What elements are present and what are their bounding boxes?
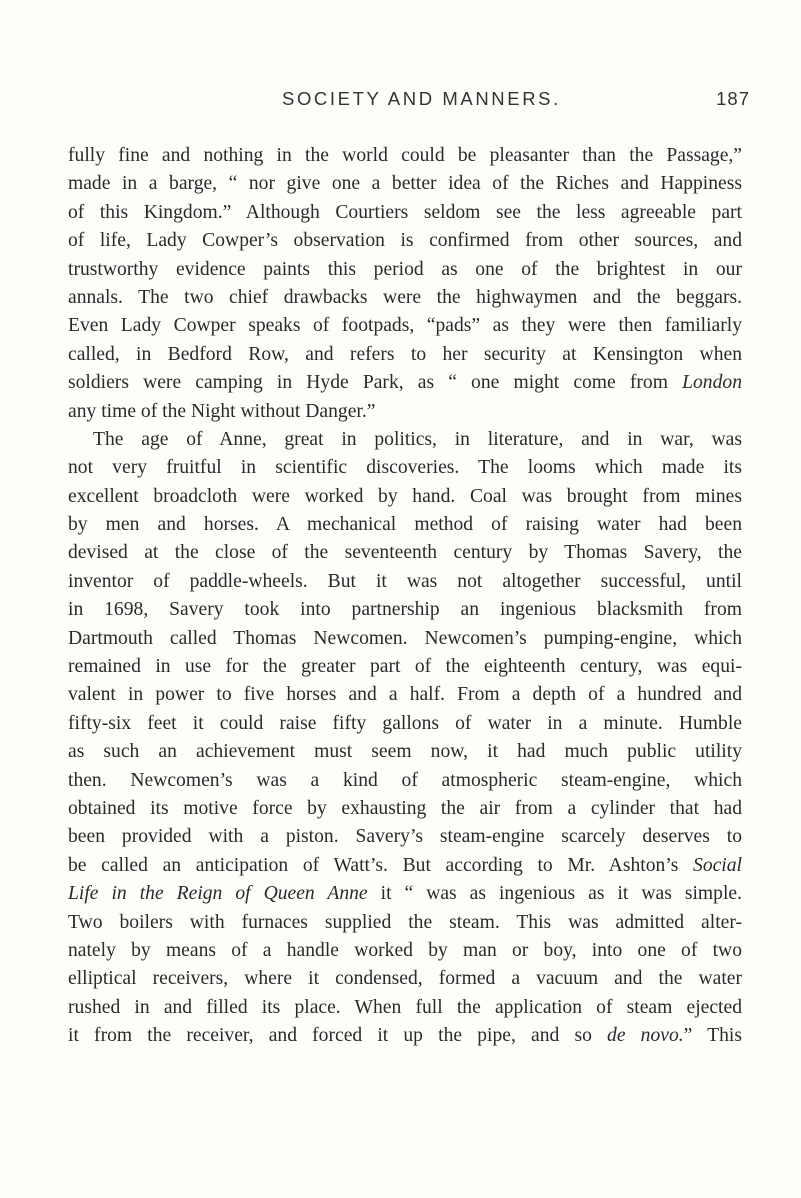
text-line <box>68 483 742 511</box>
text-segment: rushed in and filled its place. When full the application of steam ejected <box>68 996 742 1018</box>
text-line <box>68 681 742 709</box>
text-segment: be called an anticipation of Watt’s. But according to Mr. Ashton’s <box>68 854 694 876</box>
text-line <box>68 1022 742 1050</box>
text-line <box>68 965 742 993</box>
text-segment: Even Lady Cowper speaks of footpads, “pads” as they were then familiarly <box>68 315 742 337</box>
text-line <box>68 596 742 624</box>
text-line <box>68 199 742 227</box>
text-line <box>68 795 742 823</box>
text-segment: then. Newcomen’s was a kind of atmospheric steam-engine, which <box>68 769 742 791</box>
text-segment: devised at the close of the seventeenth century by Thomas Savery, the <box>68 542 742 564</box>
text-segment: valent in power to five horses and a half. From a depth of a hundred and <box>68 684 742 706</box>
text-segment: in 1698, Savery took into partnership an ingenious blacksmith from <box>68 599 742 621</box>
text-segment: inventor of paddle-wheels. But it was not altogether successful, until <box>68 570 742 592</box>
text-segment: of this Kingdom.” Although Courtiers seldom see the less agreeable part <box>68 201 742 223</box>
text-line <box>68 625 742 653</box>
text-line <box>68 994 742 1022</box>
text-line <box>68 256 742 284</box>
text-segment: of life, Lady Cowper’s observation is confirmed from other sources, and <box>68 230 742 252</box>
text-line <box>68 284 742 312</box>
running-head <box>70 88 750 114</box>
text-segment: fully fine and nothing in the world could be pleasanter than the Passage,” <box>68 145 742 166</box>
text-line <box>68 312 742 340</box>
text-segment: fifty-six feet it could raise fifty gallons of water in a minute. Humble <box>68 712 742 734</box>
text-segment: Two boilers with furnaces supplied the steam. This was admitted alter- <box>68 911 742 933</box>
text-segment: Dartmouth called Thomas Newcomen. Newcomen’s pumping-engine, which <box>68 627 742 649</box>
text-line <box>68 767 742 795</box>
text-segment: it from the receiver, and forced it up the pipe, and so <box>68 1025 608 1047</box>
text-segment: nately by means of a handle worked by man or boy, into one of two <box>68 939 742 961</box>
text-line <box>68 738 742 766</box>
italic-text: Life in the Reign of Queen Anne <box>68 883 368 905</box>
text-segment: not very fruitful in scientific discoveries. The looms which made its <box>68 457 742 479</box>
text-segment: trustworthy evidence paints this period as one of the brightest in our <box>68 258 742 280</box>
text-line <box>68 341 742 369</box>
text-line <box>68 909 742 937</box>
text-segment: The age of Anne, great in politics, in literature, and in war, was <box>93 428 742 450</box>
page-number: 187 <box>716 88 750 109</box>
text-line <box>68 823 742 851</box>
text-segment: called, in Bedford Row, and refers to her security at Kensington when <box>68 343 742 365</box>
text-line <box>68 880 742 908</box>
text-segment: it “ was as ingenious as it was simple. <box>367 883 742 905</box>
text-segment: by men and horses. A mechanical method of raising water had been <box>68 514 742 536</box>
text-line <box>68 937 742 965</box>
text-segment: excellent broadcloth were worked by hand. Coal was brought from mines <box>68 485 742 507</box>
text-line <box>68 454 742 482</box>
text-line <box>68 426 742 454</box>
italic-text: de novo. <box>607 1025 684 1047</box>
body-text <box>68 142 742 1051</box>
text-line <box>68 539 742 567</box>
text-segment: soldiers were camping in Hyde Park, as “ one might come from <box>68 372 683 394</box>
text-segment: as such an achievement must seem now, it had much public utility <box>68 741 742 763</box>
text-line <box>68 710 742 738</box>
text-segment: ” This <box>683 1025 742 1047</box>
italic-text: London <box>682 372 742 394</box>
text-line <box>68 398 742 426</box>
text-segment: made in a barge, “ nor give one a better idea of the Riches and Happiness <box>68 173 742 195</box>
text-segment: any time of the Night without Danger.” <box>68 400 376 422</box>
text-segment: been provided with a piston. Savery’s steam-engine scarcely deserves to <box>68 826 742 848</box>
text-line <box>68 568 742 596</box>
text-line <box>68 227 742 255</box>
italic-text: Social <box>693 854 742 876</box>
text-line <box>68 852 742 880</box>
text-line <box>68 369 742 397</box>
text-line <box>68 653 742 681</box>
text-segment: obtained its motive force by exhausting the air from a cylinder that had <box>68 797 742 819</box>
text-line <box>68 170 742 198</box>
text-line <box>68 511 742 539</box>
running-head-title: SOCIETY AND MANNERS. <box>282 88 561 109</box>
text-segment: remained in use for the greater part of the eighteenth century, was equi- <box>68 656 742 678</box>
text-segment: elliptical receivers, where it condensed, formed a vacuum and the water <box>68 968 742 990</box>
text-segment: annals. The two chief drawbacks were the highwaymen and the beggars. <box>68 286 742 308</box>
text-line <box>68 142 742 170</box>
